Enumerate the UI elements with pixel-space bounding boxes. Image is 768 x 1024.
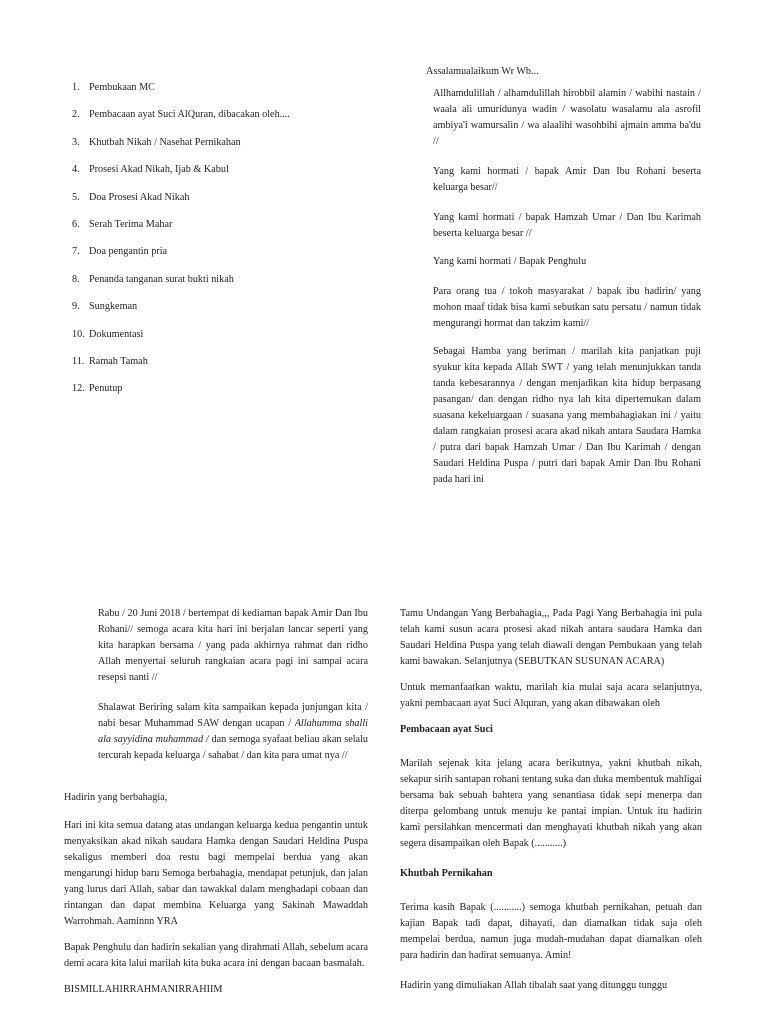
item-number: 6. <box>72 218 80 230</box>
list-item <box>72 354 392 381</box>
item-number: 7. <box>72 246 80 258</box>
opening-speech <box>433 86 701 488</box>
list-item <box>72 107 392 134</box>
greeting-text: Assalamualaikum Wr Wb... <box>426 66 539 77</box>
agenda-list <box>72 80 392 409</box>
continued-speech <box>98 606 368 764</box>
item-number: 5. <box>72 191 80 203</box>
item-number: 1. <box>72 82 80 93</box>
greeting-heading <box>426 64 706 80</box>
paragraph: Hadirin yang dimuliakan Allah tibalah saat yang ditunggu tunggu <box>400 980 668 991</box>
text-span: Shalawat Beriring salam kita sampaikan kepada junjungan kita / nabi besar Muhammad SAW dengan ucapan / <box>98 702 368 729</box>
section-heading: Pembacaan ayat Suci <box>400 724 493 735</box>
item-number: 9. <box>72 301 80 313</box>
item-label: Pembacaan ayat Suci AlQuran, dibacakan oleh.... <box>89 109 290 121</box>
item-label: Penutup <box>89 383 123 395</box>
item-label: Serah Terima Mahar <box>89 218 173 230</box>
list-item <box>72 272 392 299</box>
paragraph: Hari ini kita semua datang atas undangan keluarga kedua pengantin untuk menyaksikan akad nikah saudara Hamka dengan Saudari Heldina Puspa sekaligus memberi doa restu bagi mempelai berdua yang akan mengarungi hidup baru Semoga berbahagia, mendapat petunjuk, dan jalan yang lurus dari Allah, sabar dan tawakkal dalam menghadapi cobaan dan rintangan dan dapat membina Keluarga yang Sakinah Mawaddah Warrohmah. Aaminnn YRA <box>64 820 368 927</box>
item-label: Prosesi Akad Nikah, Ijab & Kabul <box>89 164 229 176</box>
item-number: 2. <box>72 109 80 121</box>
item-label: Khutbah Nikah / Nasehat Pernikahan <box>89 136 241 148</box>
paragraph: Bapak Penghulu dan hadirin sekalian yang dirahmati Allah, sebelum acara demi acara kita lalui marilah kita buka acara ini dengan bacaan basmalah. <box>64 942 368 969</box>
list-item <box>72 299 392 326</box>
item-label: Ramah Tamah <box>89 355 148 367</box>
list-item <box>72 381 392 408</box>
item-number: 4. <box>72 164 80 176</box>
item-label: Doa pengantin pria <box>89 246 168 258</box>
paragraph: Marilah sejenak kita jelang acara berikutnya, yakni khutbah nikah, sekapur sirih santapan rohani tentang suka dan duka membentuk mahligai bersama bak sebuah bahtera yang senantiasa tidak sepi menerpa dan diterpa gelombang untuk menuju ke pantai impian. Untuk itu hadirin kami persilahkan mencermati dan menghayati khutbah nikah yang akan segera disampaikan oleh Bapak (...........) <box>400 758 702 849</box>
item-label: Pembukaan MC <box>89 82 155 93</box>
item-number: 10. <box>72 328 85 340</box>
item-number: 8. <box>72 273 80 285</box>
paragraph: Terima kasih Bapak (...........) semoga khutbah pernikahan, petuah dan kajian Bapak tadi dapat, dihayati, dan diamalkan tidak saja oleh mempelai berdua, namun juga mudah-mudahan dapat diamalkan oleh para hadirin dan hadirat semuanya. Amin! <box>400 902 702 961</box>
program-section <box>400 606 702 994</box>
item-number: 12. <box>72 383 85 395</box>
paragraph: Rabu / 20 Juni 2018 / bertempat di kediaman bapak Amir Dan Ibu Rohani// semoga acara kita hari ini berjalan lancar seperti yang kita harapkan bersama / yang pada akhirnya rahmat dan ridho Allah menyertai seluruh rangkaian acara pagi ini sampai acara resepsi nanti // <box>98 608 368 683</box>
paragraph: Hadirin yang berbahagia, <box>64 792 168 803</box>
item-label: Doa Prosesi Akad Nikah <box>89 191 190 203</box>
item-label: Dokumentasi <box>89 328 144 340</box>
paragraph: Tamu Undangan Yang Berbahagia,,, Pada Pagi Yang Berbahagia ini pula telah kami susun acara prosesi akad nikah antara saudara Hamka dan Saudari Heldina Puspa yang telah diawali dengan Pembukaan yang telah kami bawakan. Selanjutnya (SEBUTKAN SUSUNAN ACARA) <box>400 608 702 667</box>
paragraph: Yang kami hormati / bapak Hamzah Umar / Dan Ibu Karimah beserta keluarga besar // <box>433 212 701 239</box>
list-item <box>72 244 392 271</box>
item-number: 11. <box>72 355 85 367</box>
list-item <box>72 217 392 244</box>
paragraph <box>98 700 368 764</box>
list-item <box>72 162 392 189</box>
list-item <box>72 190 392 217</box>
welcome-section <box>64 790 368 998</box>
item-label: Sungkeman <box>89 301 138 313</box>
item-label: Penanda tanganan surat bukti nikah <box>89 273 234 285</box>
paragraph: Allhamdulillah / alhamdulillah hirobbil alamin / wabihi nastain / waala ali umuridunya wadin / wasolatu wasalamu ala asrofil ambiya'i wamursalin / wa alaalihi wasohbihi ajmain amma ba'du // <box>433 88 701 147</box>
shalawat-text: Allahumma shalli ala sayyidina muhammad / <box>98 718 368 745</box>
paragraph: Untuk memanfaatkan waktu, marilah kia mulai saja acara selanjutnya, yakni pembacaan ayat Suci Alquran, yang akan dibawakan oleh <box>400 682 702 709</box>
paragraph: Para orang tua / tokoh masyarakat / bapak ibu hadirin/ yang mohon maaf tidak bisa kami sebutkan satu persatu / namun tidak mengurangi hormat dan takzim kami// <box>433 286 701 329</box>
paragraph: Yang kami hormati / Bapak Penghulu <box>433 256 587 267</box>
item-number: 3. <box>72 136 80 148</box>
paragraph: BISMILLAHIRRAHMANIRRAHIIM <box>64 984 223 995</box>
paragraph: Sebagai Hamba yang beriman / marilah kita panjatkan puji syukur kita kepada Allah SWT / yang telah menunjukkan tanda tanda kebesarannya / dengan menjadikan kita hidup berpasang pasangan/ dan dengan ridho nya lah kita dipertemukan dalam suasana kekeluargaan / suasana yang membahagiakan ini / yaitu dalam rangkaian prosesi acara akad nikah antara Saudara Hamka / putra dari bapak Hamzah Umar / Dan Ibu Karimah / dengan Saudari Heldina Puspa / putri dari bapak Amir Dan Ibu Rohani pada hari ini <box>433 346 701 485</box>
list-item <box>72 327 392 354</box>
section-heading: Khutbah Pernikahan <box>400 868 493 879</box>
paragraph: Yang kami hormati / bapak Amir Dan Ibu Rohani beserta keluarga besar// <box>433 166 701 193</box>
list-item <box>72 80 392 107</box>
text-span: dan semoga syafaat beliau akan selalu tercurah kepada keluarga / sahabat / dan kita para umat nya // <box>98 734 368 761</box>
list-item <box>72 135 392 162</box>
